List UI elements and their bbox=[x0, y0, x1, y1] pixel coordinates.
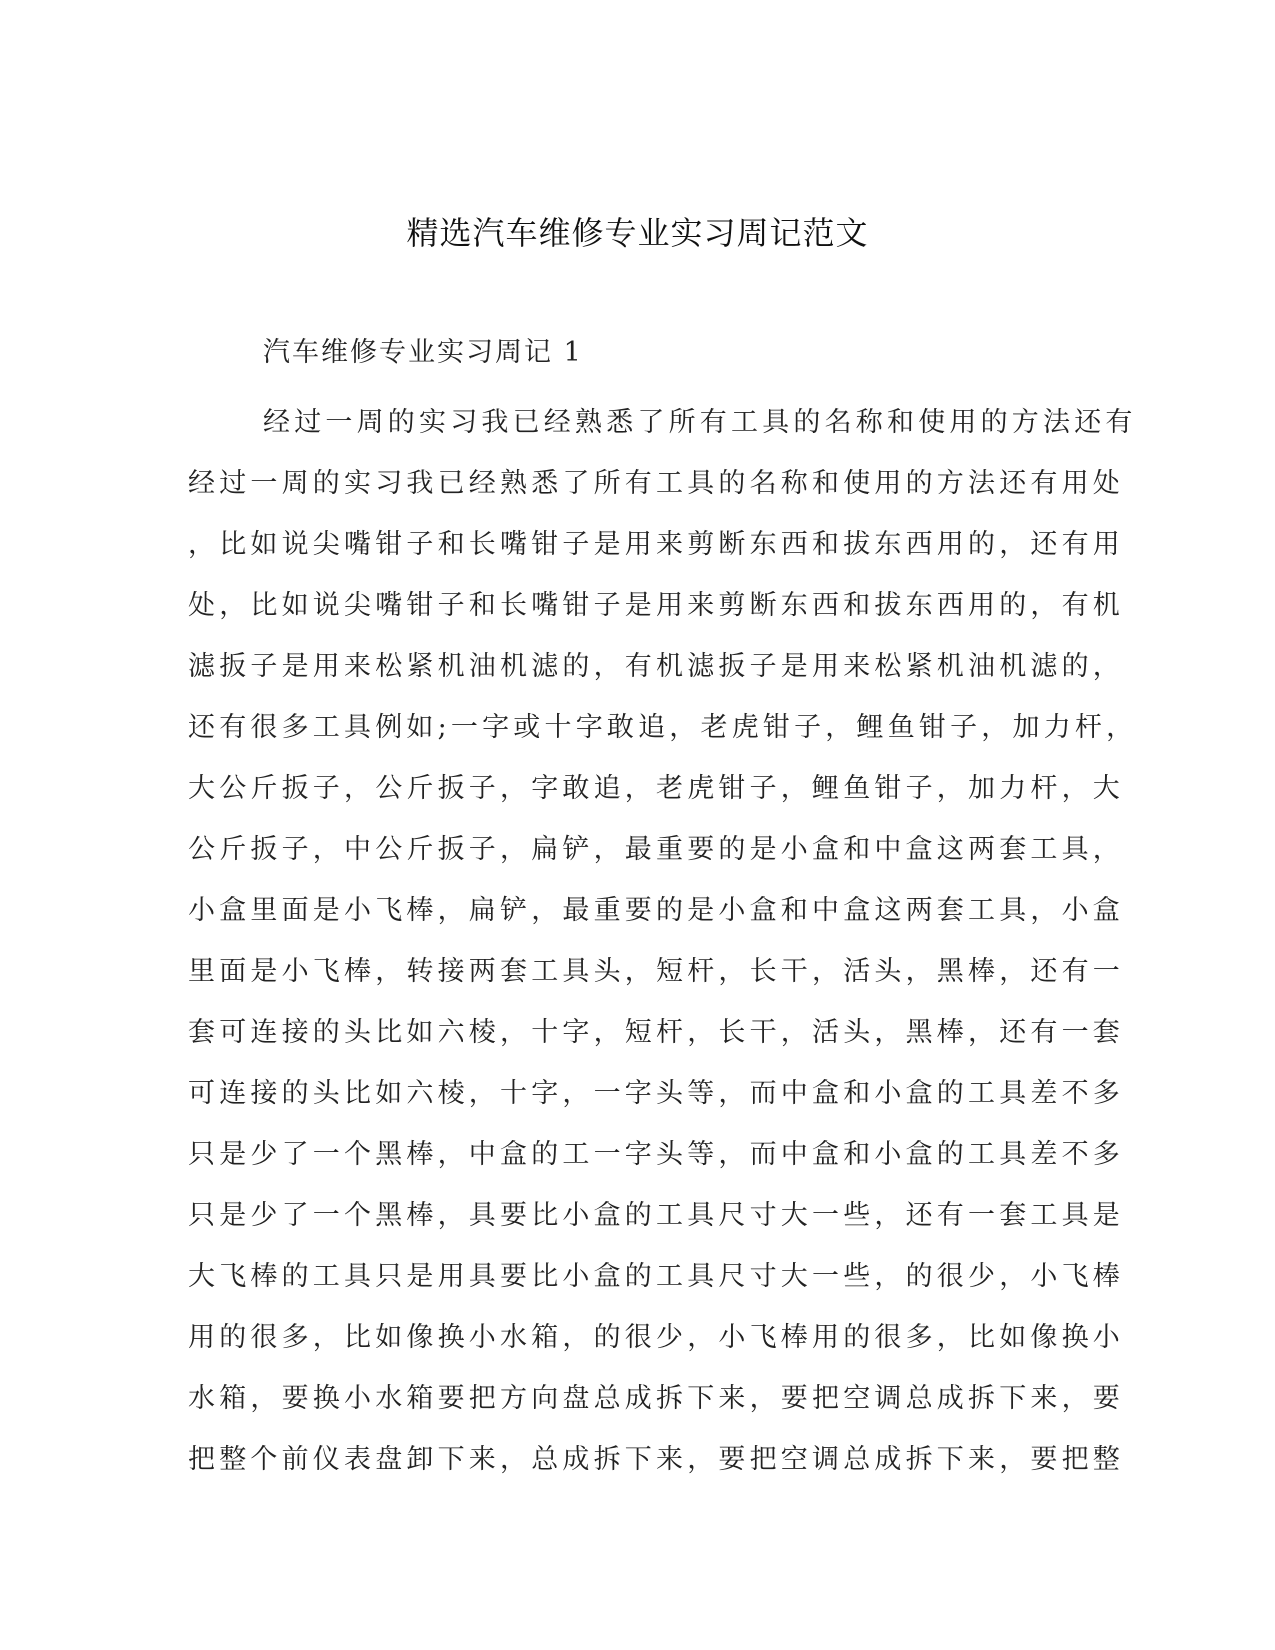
text-line: 滤扳子是用来松紧机油机滤的，有机滤扳子是用来松紧机油机滤的， bbox=[188, 651, 1124, 682]
text-line: 还有很多工具例如;一字或十字敢追，老虎钳子，鲤鱼钳子，加力杆， bbox=[188, 712, 1138, 743]
text-line: 处，比如说尖嘴钳子和长嘴钳子是用来剪断东西和拔东西用的，有机 bbox=[188, 590, 1124, 621]
text-line: 公斤扳子，中公斤扳子，扁铲，最重要的是小盒和中盒这两套工具， bbox=[188, 834, 1124, 865]
text-line: 把整个前仪表盘卸下来，总成拆下来，要把空调总成拆下来，要把整 bbox=[188, 1444, 1124, 1475]
text-line: 只是少了一个黑棒，具要比小盒的工具尺寸大一些，还有一套工具是 bbox=[188, 1200, 1124, 1231]
text-line: 只是少了一个黑棒，中盒的工一字头等，而中盒和小盒的工具差不多 bbox=[188, 1139, 1124, 1170]
text-line: 里面是小飞棒，转接两套工具头，短杆，长干，活头，黑棒，还有一 bbox=[188, 956, 1124, 987]
text-line: 大飞棒的工具只是用具要比小盒的工具尺寸大一些，的很少，小飞棒 bbox=[188, 1261, 1124, 1292]
text-line: 小盒里面是小飞棒，扁铲，最重要的是小盒和中盒这两套工具，小盒 bbox=[188, 895, 1124, 926]
body-paragraph bbox=[188, 392, 1138, 1490]
text-line: 经过一周的实习我已经熟悉了所有工具的名称和使用的方法还有 bbox=[263, 407, 1137, 438]
text-line: ，比如说尖嘴钳子和长嘴钳子是用来剪断东西和拔东西用的，还有用 bbox=[188, 529, 1124, 560]
document-title: 精选汽车维修专业实习周记范文 bbox=[406, 214, 869, 252]
text-line: 大公斤扳子，公斤扳子，字敢追，老虎钳子，鲤鱼钳子，加力杆，大 bbox=[188, 773, 1124, 804]
section-heading: 汽车维修专业实习周记 1 bbox=[263, 337, 583, 368]
text-line: 水箱，要换小水箱要把方向盘总成拆下来，要把空调总成拆下来，要 bbox=[188, 1383, 1124, 1414]
text-line: 可连接的头比如六棱，十字，一字头等，而中盒和小盒的工具差不多 bbox=[188, 1078, 1124, 1109]
text-line: 套可连接的头比如六棱，十字，短杆，长干，活头，黑棒，还有一套 bbox=[188, 1017, 1124, 1048]
text-line: 经过一周的实习我已经熟悉了所有工具的名称和使用的方法还有用处 bbox=[188, 468, 1124, 499]
text-line: 用的很多，比如像换小水箱，的很少，小飞棒用的很多，比如像换小 bbox=[188, 1322, 1124, 1353]
